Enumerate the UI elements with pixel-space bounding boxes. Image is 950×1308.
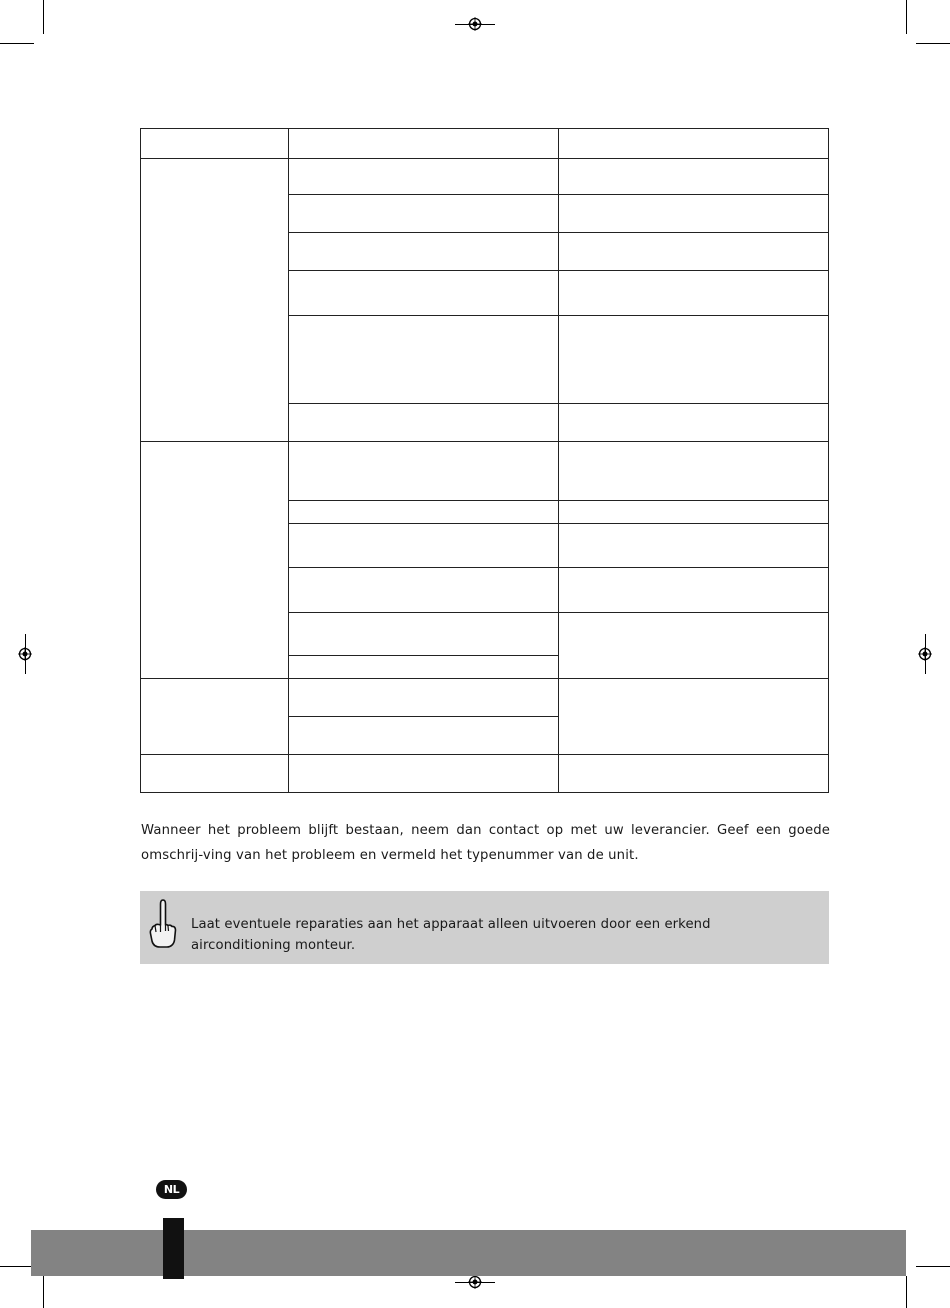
crop-mark bbox=[906, 0, 907, 34]
table-border bbox=[828, 128, 829, 793]
group-separator bbox=[140, 441, 829, 442]
row-separator bbox=[288, 315, 829, 316]
language-badge: NL bbox=[156, 1180, 187, 1199]
table-border bbox=[140, 128, 141, 793]
column-divider bbox=[558, 128, 559, 793]
row-separator bbox=[288, 232, 829, 233]
row-separator bbox=[288, 716, 559, 717]
table-border bbox=[140, 792, 829, 793]
row-separator bbox=[288, 655, 559, 656]
crop-mark bbox=[0, 43, 34, 44]
crop-mark bbox=[43, 1276, 44, 1308]
registration-line bbox=[25, 634, 26, 674]
footer-tab bbox=[163, 1218, 184, 1279]
row-separator bbox=[288, 523, 829, 524]
column-divider bbox=[288, 128, 289, 793]
crop-mark bbox=[0, 1266, 34, 1267]
row-separator bbox=[288, 270, 829, 271]
crop-mark bbox=[906, 1276, 907, 1308]
row-separator bbox=[288, 403, 829, 404]
row-separator bbox=[288, 612, 829, 613]
crop-mark bbox=[916, 1266, 950, 1267]
group-separator bbox=[140, 754, 829, 755]
header-row-separator bbox=[140, 158, 829, 159]
support-paragraph: Wanneer het probleem blijft bestaan, neem dan contact op met uw leverancier. Geef een goede omschrij-ving van het probleem en vermeld het typenummer van de unit. bbox=[141, 823, 830, 863]
row-separator bbox=[288, 500, 829, 501]
row-separator bbox=[288, 194, 829, 195]
registration-line bbox=[455, 1282, 495, 1283]
row-separator bbox=[288, 567, 829, 568]
registration-line bbox=[455, 24, 495, 25]
pointing-hand-icon bbox=[146, 897, 180, 949]
group-separator bbox=[140, 678, 829, 679]
note-box bbox=[140, 891, 829, 964]
crop-mark bbox=[43, 0, 44, 34]
crop-mark bbox=[916, 43, 950, 44]
troubleshooting-table bbox=[140, 128, 829, 793]
table-border bbox=[140, 128, 829, 129]
note-text: Laat eventuele reparaties aan het apparaat alleen uitvoeren door een erkend airconditioning monteur. bbox=[191, 917, 711, 953]
registration-line bbox=[925, 634, 926, 674]
